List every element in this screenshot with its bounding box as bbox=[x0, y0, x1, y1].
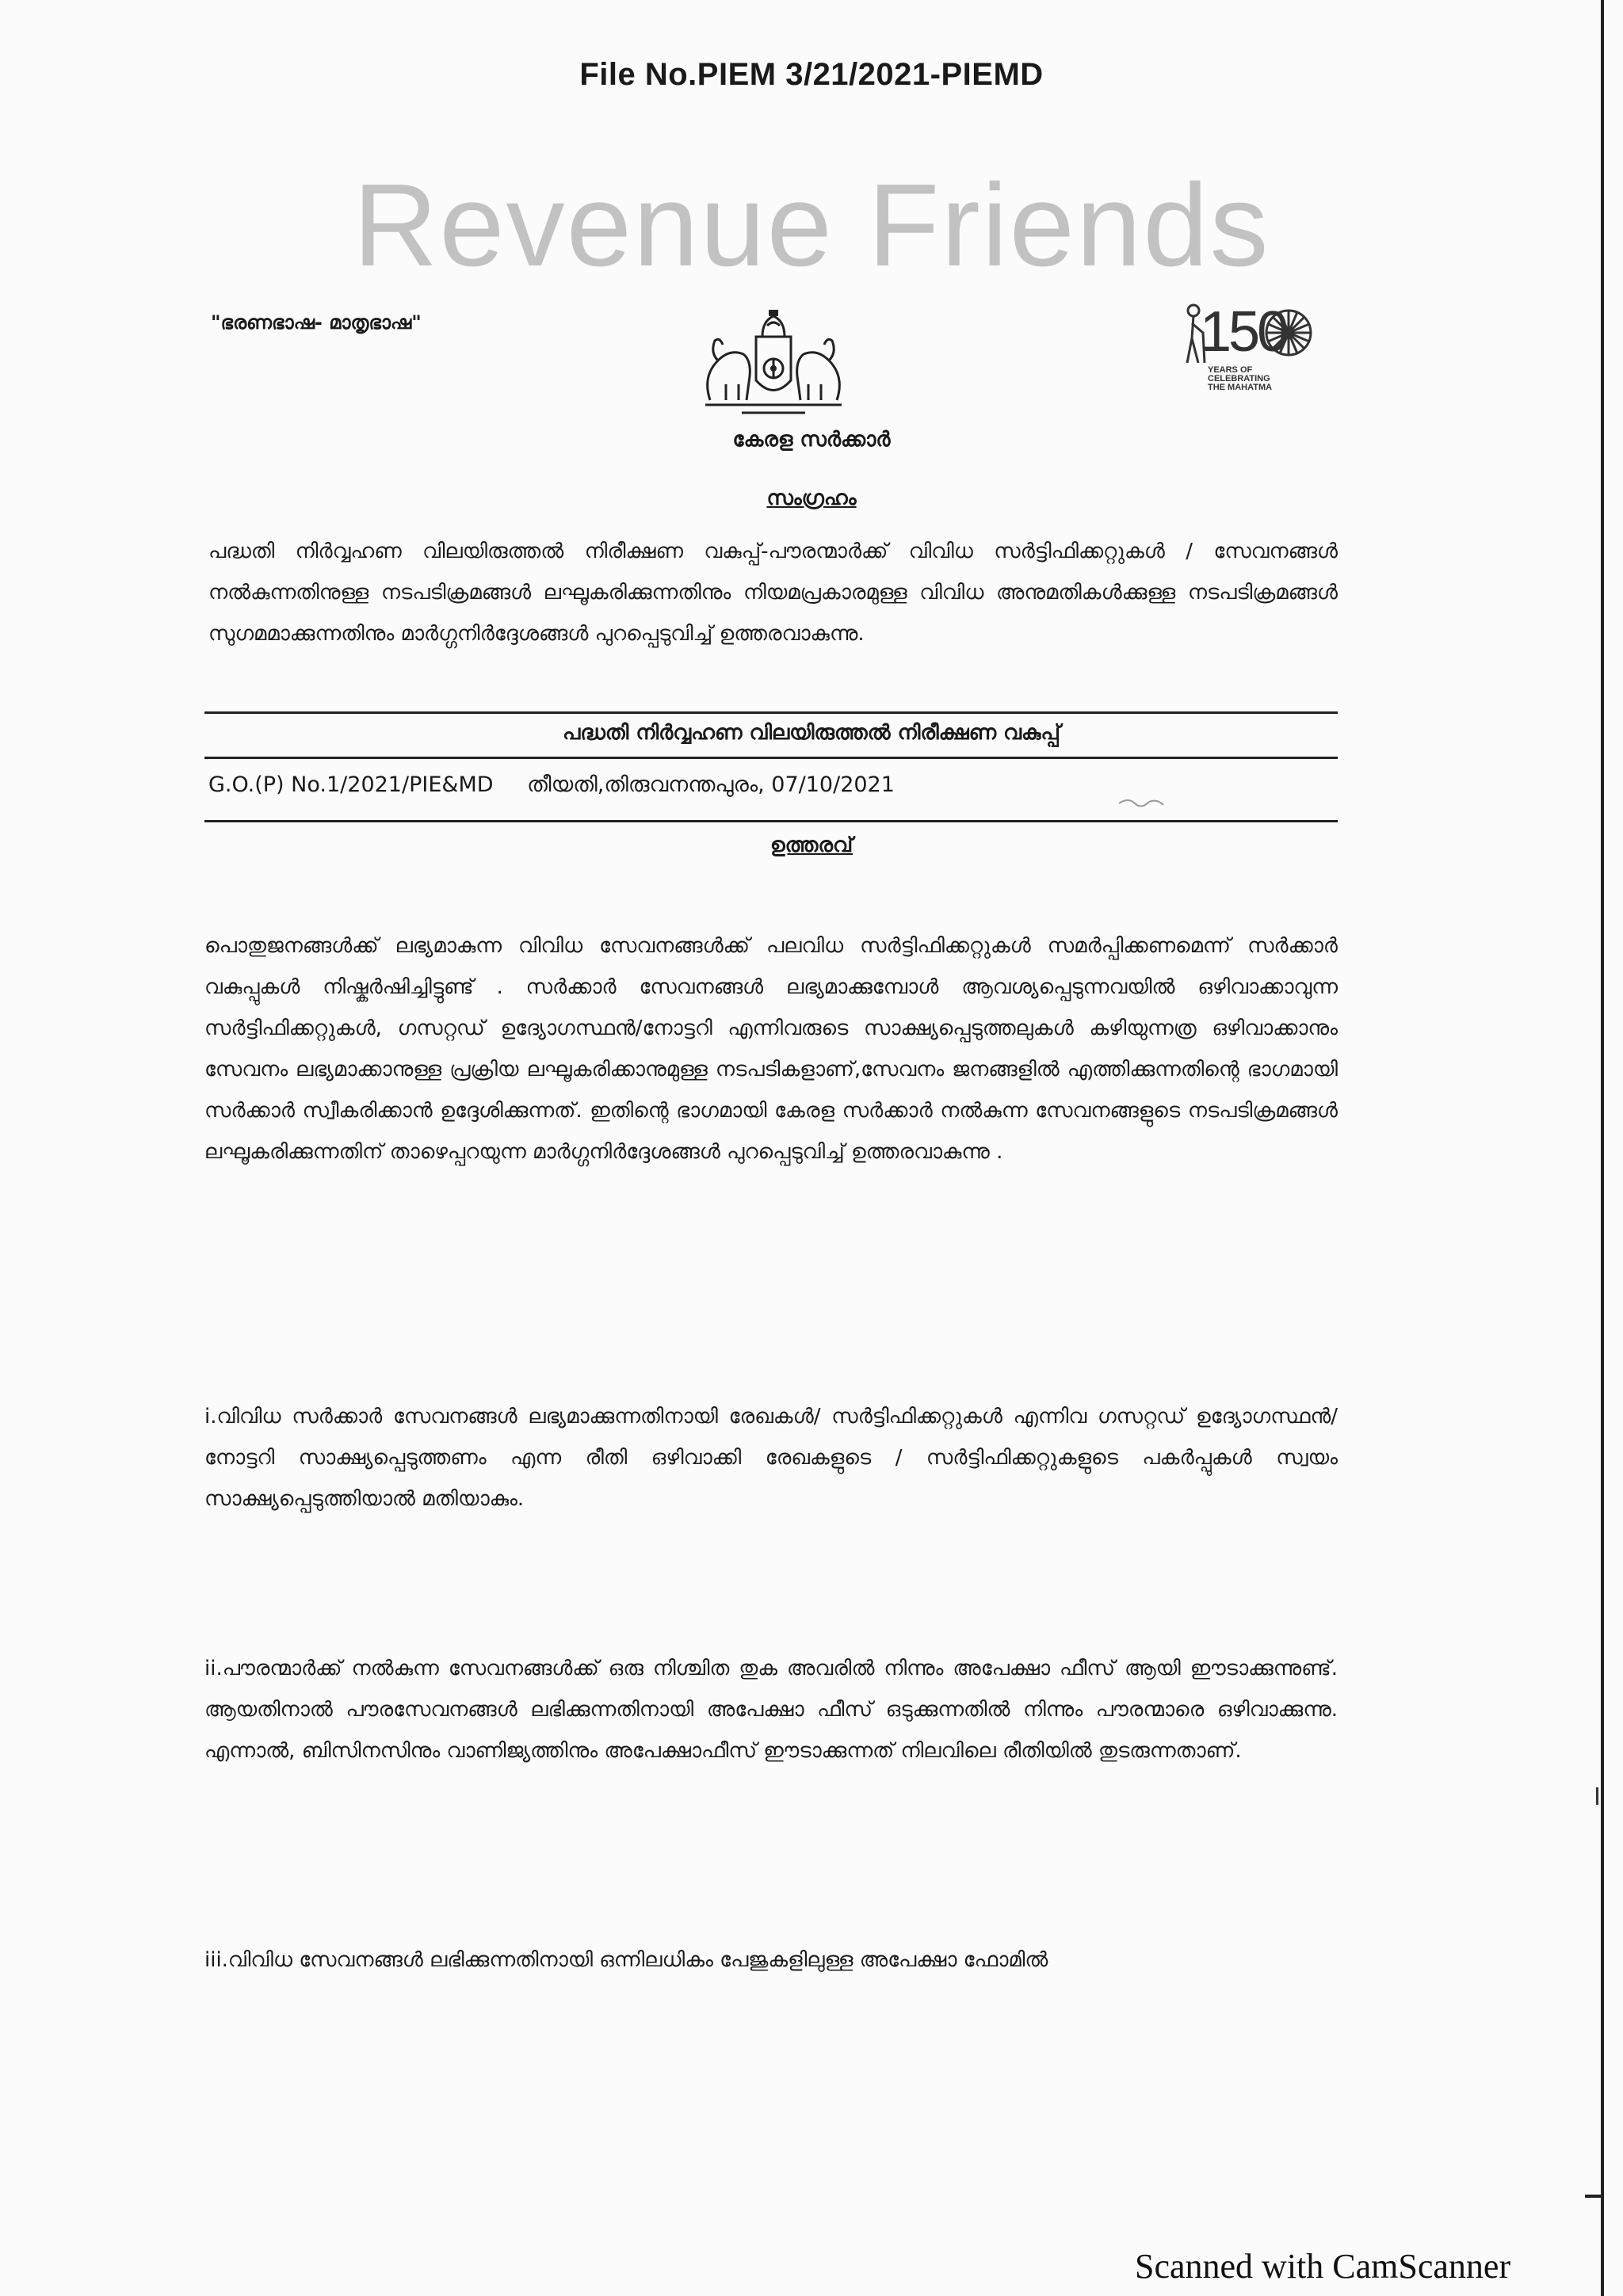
intro-paragraph: പൊതുജനങ്ങൾക്ക് ലഭ്യമാകുന്ന വിവിധ സേവനങ്ങൾക്ക് പലവിധ സർട്ടിഫിക്കറ്റുകൾ സമർപ്പിക്കണമെന്ന് സർക്കാർ വകുപ്പുകൾ നിഷ്കർഷിച്ചിട്ടുണ്ട് . സർക്കാർ സേവനങ്ങൾ ലഭ്യമാക്കുമ്പോൾ ആവശ്യപ്പെടുന്നവയിൽ ഒഴിവാക്കാവുന്ന സർട്ടിഫിക്കറ്റുകൾ, ഗസറ്റഡ് ഉദ്യോഗസ്ഥൻ/നോട്ടറി എന്നിവരുടെ സാക്ഷ്യപ്പെടുത്തലുകൾ കഴിയുന്നത്ര ഒഴിവാക്കാനും സേവനം ലഭ്യമാക്കാനുള്ള പ്രക്രിയ ലഘൂകരിക്കാനുമുള്ള നടപടികളാണ്,സേവനം ജനങ്ങളിൽ എത്തിക്കുന്നതിന്റെ ഭാഗമായി സർക്കാർ സ്വീകരിക്കാൻ ഉദ്ദേശിക്കുന്നത്. ഇതിന്റെ ഭാഗമായി കേരള സർക്കാർ നൽകുന്ന സേവനങ്ങളുടെ നടപടിക്രമങ്ങൾ ലഘൂകരിക്കുന്നതിന് താഴെപ്പറയുന്ന മാർഗ്ഗനിർദ്ദേശങ്ങൾ പുറപ്പെടുവിച്ച് ഉത്തരവാകുന്നു . bbox=[204, 934, 1338, 1164]
scanner-footer: Scanned with CamScanner bbox=[1135, 2247, 1511, 2286]
go-number: G.O.(P) No.1/2021/PIE&MD bbox=[208, 772, 494, 797]
point-1-paragraph: i.വിവിധ സർക്കാർ സേവനങ്ങൾ ലഭ്യമാക്കുന്നതിനായി രേഖകൾ/ സർട്ടിഫിക്കറ്റുകൾ എന്നിവ ഗസറ്റഡ് ഉദ്യോഗസ്ഥൻ/ നോട്ടറി സാക്ഷ്യപ്പെടുത്തണം എന്ന രീതി ഒഴിവാക്കി രേഖകളുടെ / സർട്ടിഫിക്കറ്റുകളുടെ പകർപ്പുകൾ സ്വയം സാക്ഷ്യപ്പെടുത്തിയാൽ മതിയാകും. bbox=[204, 1405, 1338, 1511]
logo-150-number: 150 bbox=[1200, 300, 1286, 364]
abstract-heading: സംഗ്രഹം bbox=[766, 486, 857, 510]
scan-edge-foot bbox=[1585, 2195, 1604, 2198]
file-number: File No.PIEM 3/21/2021-PIEMD bbox=[579, 57, 1044, 92]
ashoka-chakra-icon bbox=[1263, 307, 1314, 358]
point-3-paragraph: iii.വിവിധ സേവനങ്ങൾ ലഭിക്കുന്നതിനായി ഒന്നിലധികം പേജുകളിലുള്ള അപേക്ഷാ ഫോമിൽ bbox=[204, 1948, 1048, 1972]
watermark: Revenue Friends bbox=[353, 160, 1270, 291]
divider-middle bbox=[204, 757, 1338, 759]
department-name: പദ്ധതി നിർവ്വഹണ വിലയിരുത്തൽ നിരീക്ഷണ വകുപ്പ് bbox=[563, 721, 1060, 745]
divider-top bbox=[204, 711, 1338, 714]
scan-edge-tick bbox=[1596, 1787, 1598, 1805]
divider-bottom bbox=[204, 820, 1338, 822]
government-name: കേരള സർക്കാർ bbox=[732, 428, 891, 452]
gandhi-150-logo-icon bbox=[1173, 299, 1323, 410]
logo-150-caption: YEARS OF CELEBRATING THE MAHATMA bbox=[1208, 365, 1273, 392]
scan-edge-line bbox=[1601, 0, 1604, 2296]
order-heading: ഉത്തരവ് bbox=[769, 833, 854, 857]
order-reference-line bbox=[208, 772, 895, 798]
kerala-emblem-icon bbox=[694, 305, 853, 424]
abstract-text: പദ്ധതി നിർവ്വഹണ വിലയിരുത്തൽ നിരീക്ഷണ വകുപ്പ്-പൗരന്മാർക്ക് വിവിധ സർട്ടിഫിക്കറ്റുകൾ / സേവനങ്ങൾ നൽകുന്നതിനുള്ള നടപടിക്രമങ്ങൾ ലഘൂകരിക്കുന്നതിനും നിയമപ്രകാരമുള്ള വിവിധ അനുമതികൾക്കുള്ള നടപടിക്രമങ്ങൾ സുഗമമാക്കുന്നതിനും മാർഗ്ഗനിർദ്ദേശങ്ങൾ പുറപ്പെടുവിച്ച് ഉത്തരവാകുന്നു. bbox=[208, 540, 1338, 646]
signature-mark-icon bbox=[1117, 792, 1165, 811]
point-2-paragraph: ii.പൗരന്മാർക്ക് നൽകുന്ന സേവനങ്ങൾക്ക് ഒരു നിശ്ചിത തുക അവരിൽ നിന്നും അപേക്ഷാ ഫീസ് ആയി ഈടാക്കുന്നുണ്ട്. ആയതിനാൽ പൗരസേവനങ്ങൾ ലഭിക്കുന്നതിനായി അപേക്ഷാ ഫീസ് ഒടുക്കുന്നതിൽ നിന്നും പൗരന്മാരെ ഒഴിവാക്കുന്നു. എന്നാൽ, ബിസിനസിനും വാണിജ്യത്തിനും അപേക്ഷാഫീസ് ഈടാക്കുന്നത് നിലവിലെ രീതിയിൽ തുടരുന്നതാണ്. bbox=[204, 1657, 1338, 1763]
slogan: "ഭരണഭാഷ- മാതൃഭാഷ" bbox=[211, 311, 422, 334]
order-date: തീയതി,തിരുവനന്തപുരം, 07/10/2021 bbox=[527, 772, 895, 797]
